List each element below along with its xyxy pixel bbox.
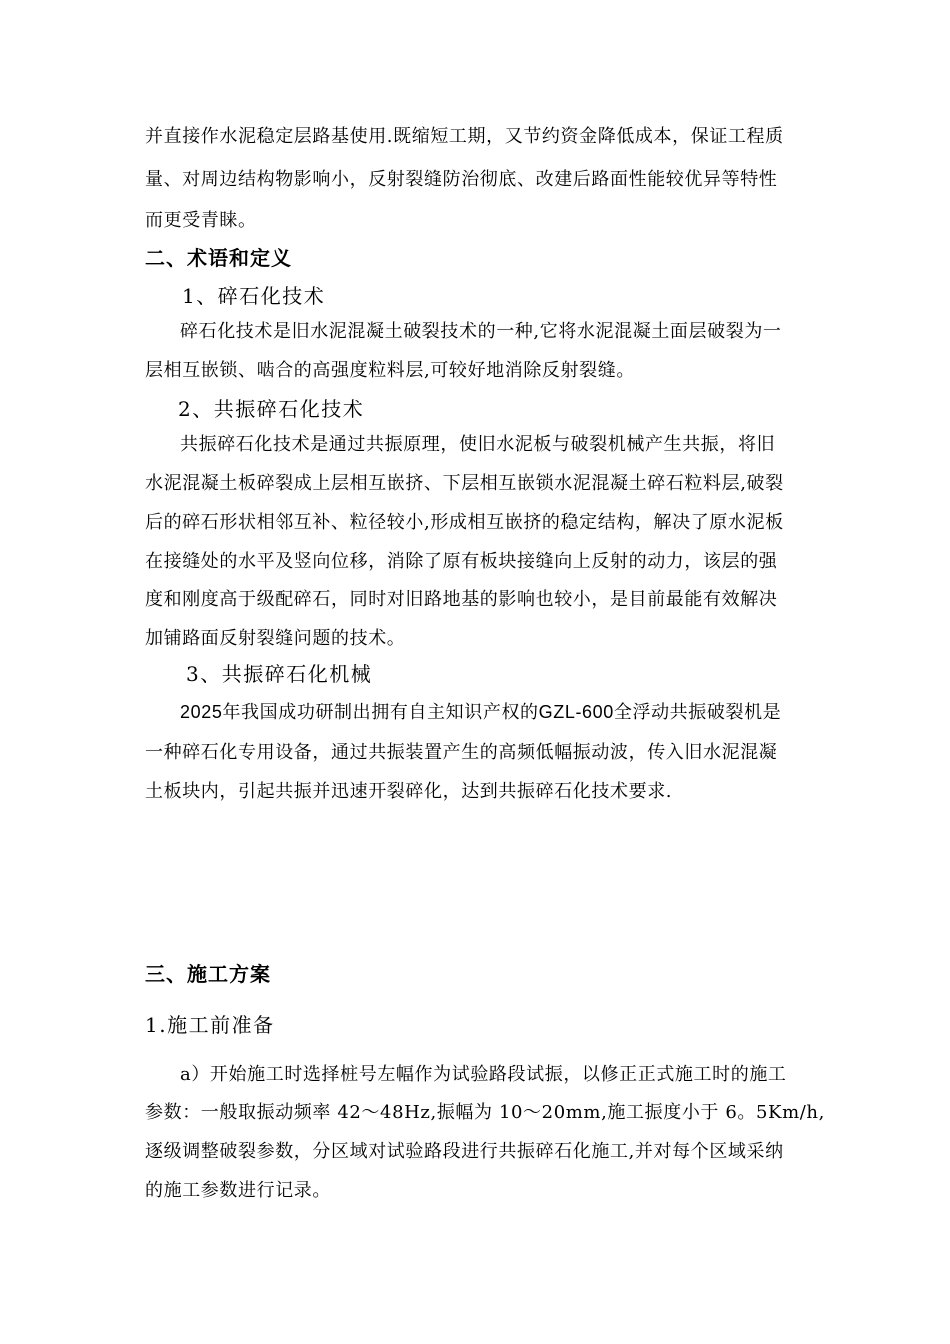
section-3-1-line-2: 参数：一般取振动频率 42～48Hz,振幅为 10～20mm,施工振度小于 6。5Km/h,	[145, 1102, 825, 1123]
section-3-1-line-1: a）开始施工时选择桩号左幅作为试验路段试振，以修正正式施工时的施工	[180, 1064, 787, 1085]
intro-line-1: 并直接作水泥稳定层路基使用.既缩短工期，又节约资金降低成本，保证工程质	[145, 126, 784, 147]
section-2-1-line-1: 碎石化技术是旧水泥混凝土破裂技术的一种,它将水泥混凝土面层破裂为一	[180, 321, 782, 342]
section-2-2-line-4: 在接缝处的水平及竖向位移，消除了原有板块接缝向上反射的动力，该层的强	[145, 551, 778, 572]
section-2-heading: 二、术语和定义	[145, 246, 292, 270]
section-3-1-line-3: 逐级调整破裂参数，分区域对试验路段进行共振碎石化施工,并对每个区域采纳	[145, 1141, 784, 1162]
section-2-2-line-6: 加铺路面反射裂缝问题的技术。	[145, 628, 406, 649]
section-2-3-line-3: 土板块内，引起共振并迅速开裂碎化，达到共振碎石化技术要求.	[145, 781, 673, 802]
section-2-2-line-2: 水泥混凝土板碎裂成上层相互嵌挤、下层相互嵌锁水泥混凝土碎石粒料层,破裂	[145, 473, 784, 494]
intro-line-2: 量、对周边结构物影响小，反射裂缝防治彻底、改建后路面性能较优异等特性	[145, 169, 778, 190]
section-2-2-title: 2、共振碎石化技术	[178, 397, 365, 421]
section-3-1-title: 1.施工前准备	[145, 1013, 275, 1037]
intro-line-3: 而更受青睐。	[145, 210, 257, 231]
section-3-heading: 三、施工方案	[145, 962, 271, 986]
section-2-2-line-5: 度和刚度高于级配碎石，同时对旧路地基的影响也较小，是目前最能有效解决	[145, 589, 778, 610]
section-2-3-title: 3、共振碎石化机械	[186, 662, 373, 686]
section-2-2-line-1: 共振碎石化技术是通过共振原理，使旧水泥板与破裂机械产生共振，将旧	[180, 434, 776, 455]
section-2-2-line-3: 后的碎石形状相邻互补、粒径较小,形成相互嵌挤的稳定结构，解决了原水泥板	[145, 512, 784, 533]
section-3-1-line-4: 的施工参数进行记录。	[145, 1180, 331, 1201]
section-2-1-title: 1、碎石化技术	[182, 284, 326, 308]
section-2-1-line-2: 层相互嵌锁、啮合的高强度粒料层,可较好地消除反射裂缝。	[145, 360, 635, 381]
section-2-3-line-1: 2025年我国成功研制出拥有自主知识产权的GZL-600全浮动共振破裂机是	[180, 702, 782, 722]
section-2-3-line-2: 一种碎石化专用设备，通过共振装置产生的高频低幅振动波，传入旧水泥混凝	[145, 742, 778, 763]
